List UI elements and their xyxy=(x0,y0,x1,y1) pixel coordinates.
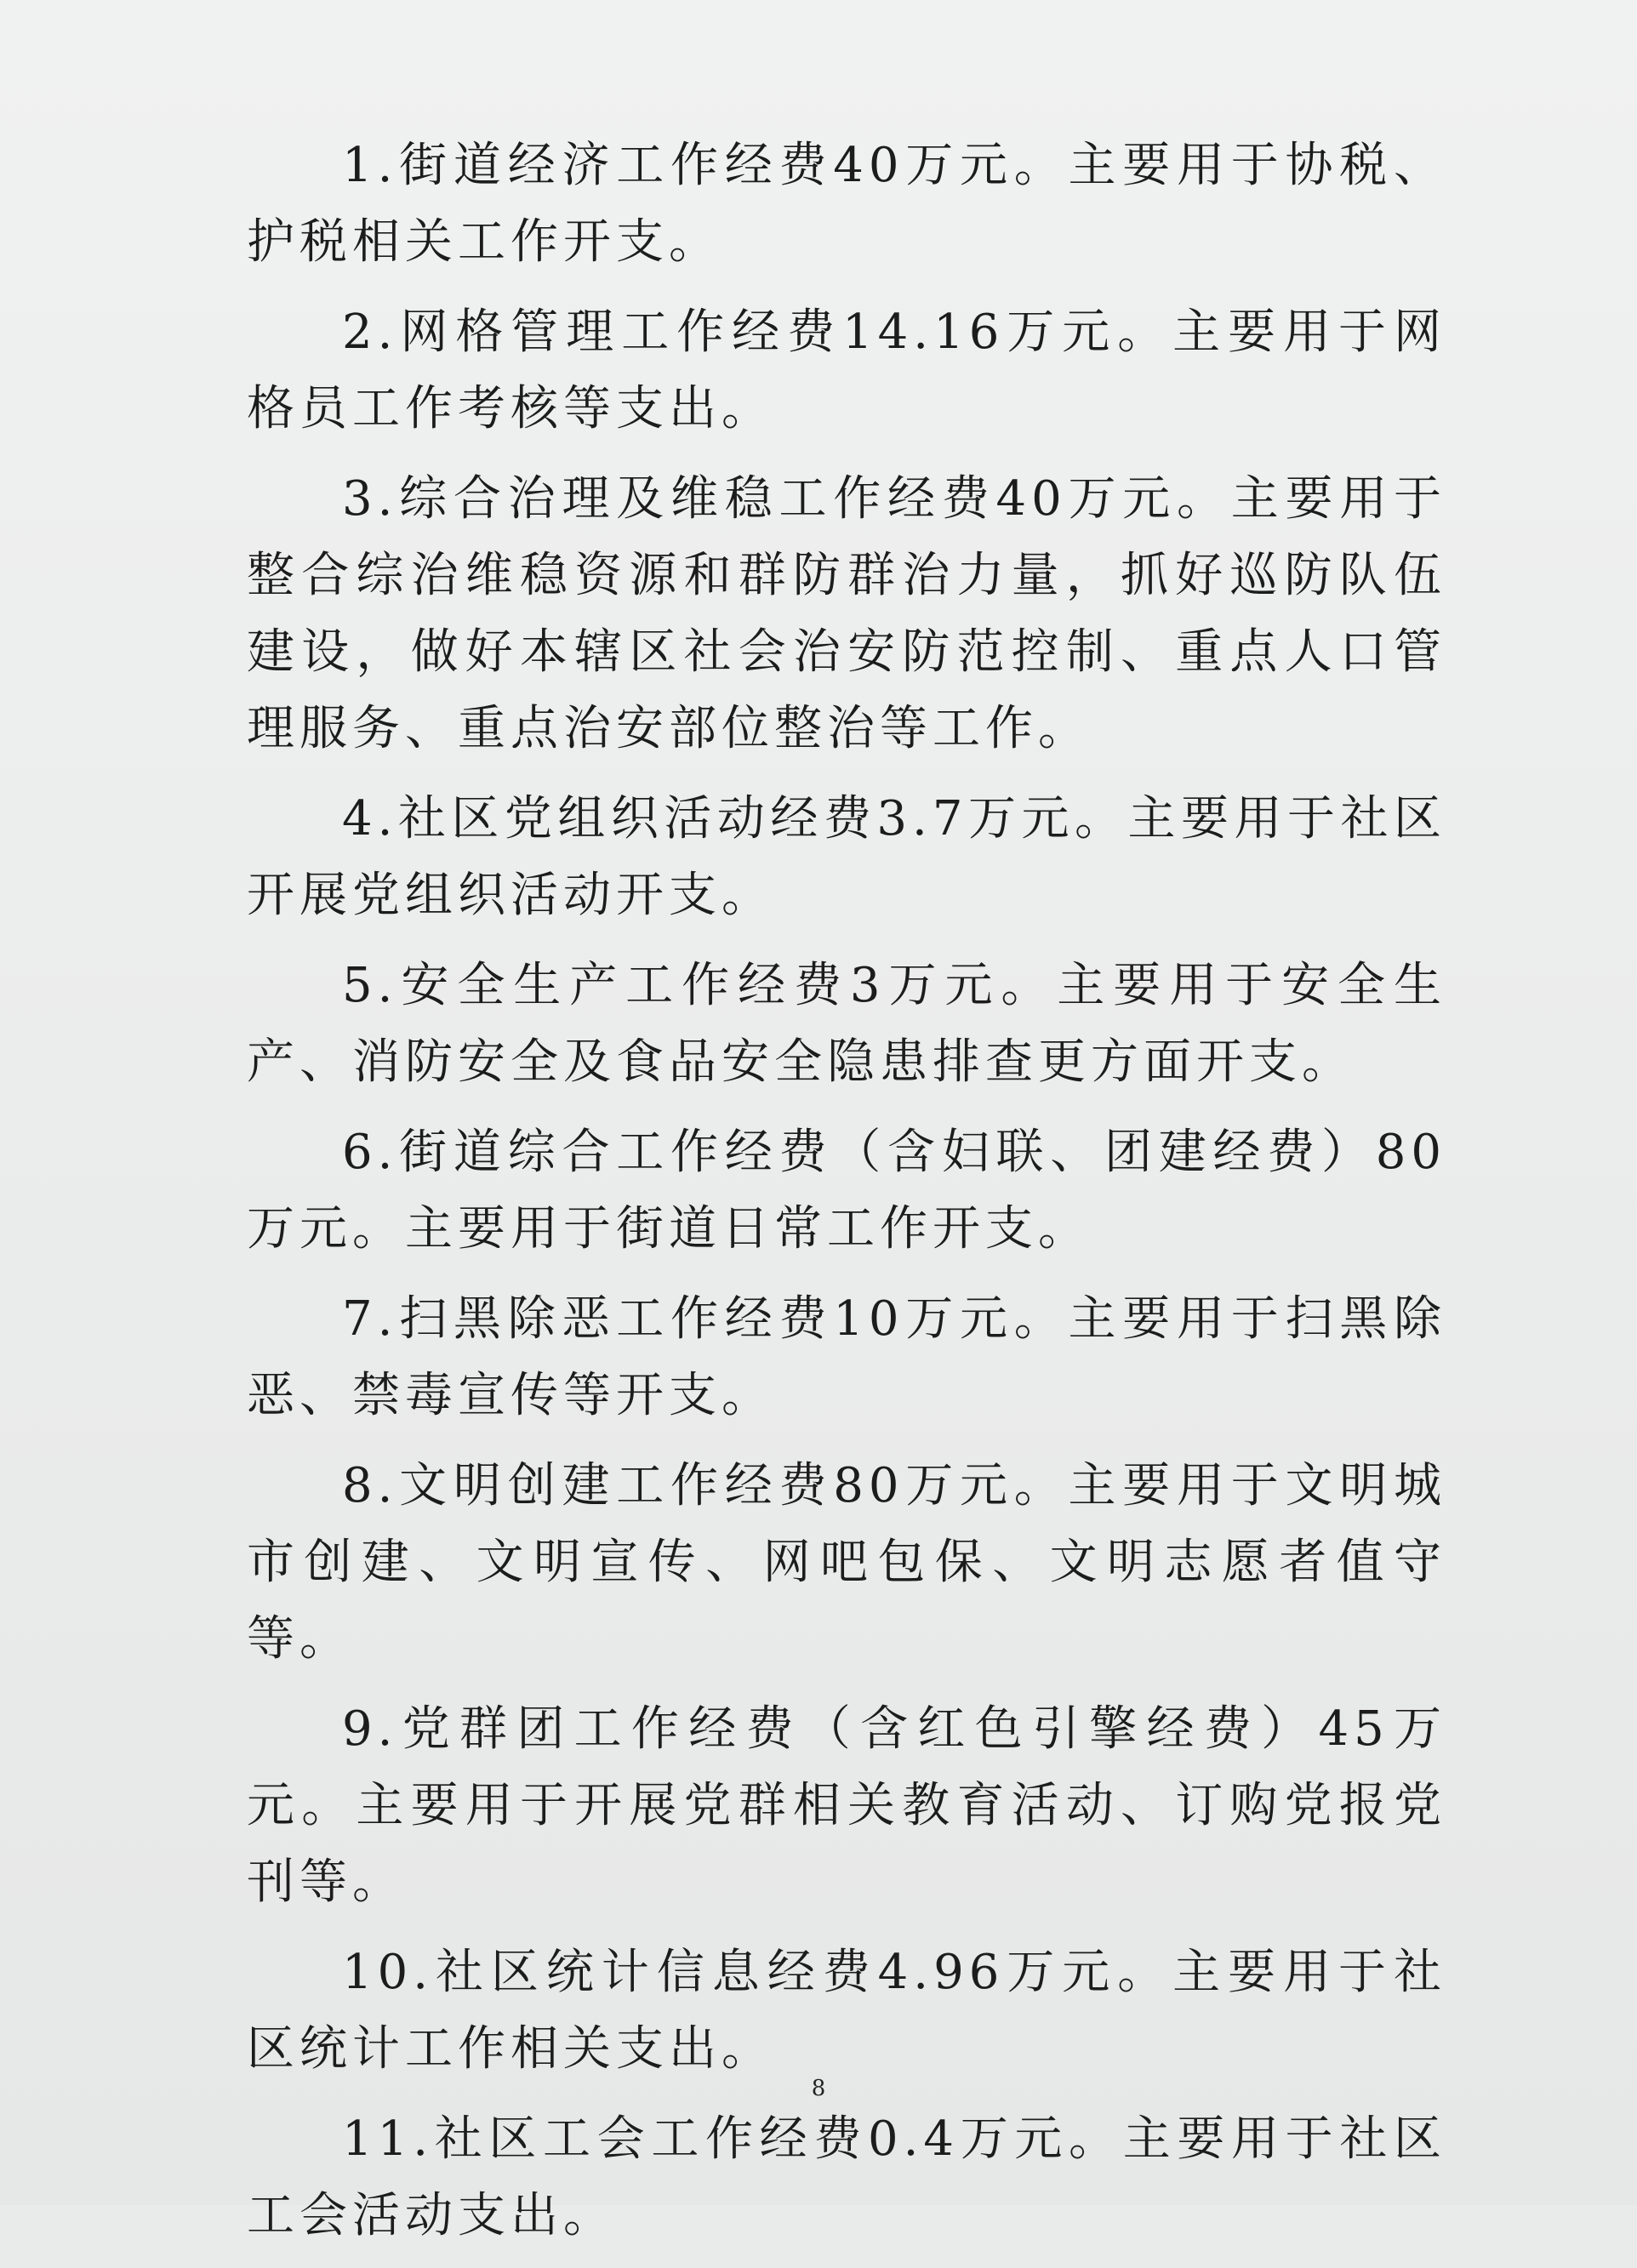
budget-item: 3.综合治理及维稳工作经费40万元。主要用于整合综治维稳资源和群防群治力量，抓好巡防队伍建设，做好本辖区社会治安防范控制、重点人口管理服务、重点治安部位整治等工作。 xyxy=(247,471,1446,756)
document-body xyxy=(247,128,1446,2268)
budget-item: 6.街道综合工作经费（含妇联、团建经费）80万元。主要用于街道日常工作开支。 xyxy=(247,1125,1446,1257)
budget-item: 7.扫黑除恶工作经费10万元。主要用于扫黑除恶、禁毒宣传等开支。 xyxy=(247,1291,1446,1423)
budget-item: 2.网格管理工作经费14.16万元。主要用于网格员工作考核等支出。 xyxy=(247,305,1446,436)
budget-item: 8.文明创建工作经费80万元。主要用于文明城市创建、文明宣传、网吧包保、文明志愿者值守等。 xyxy=(247,1458,1446,1667)
budget-item: 11.社区工会工作经费0.4万元。主要用于社区工会活动支出。 xyxy=(247,2111,1446,2243)
budget-item: 4.社区党组织活动经费3.7万元。主要用于社区开展党组织活动开支。 xyxy=(247,791,1446,923)
budget-item: 10.社区统计信息经费4.96万元。主要用于社区统计工作相关支出。 xyxy=(247,1945,1446,2077)
budget-item: 5.安全生产工作经费3万元。主要用于安全生产、消防安全及食品安全隐患排查更方面开支。 xyxy=(247,958,1446,1090)
budget-item: 9.党群团工作经费（含红色引擎经费）45万元。主要用于开展党群相关教育活动、订购党报党刊等。 xyxy=(247,1701,1446,1910)
budget-item: 1.街道经济工作经费40万元。主要用于协税、护税相关工作开支。 xyxy=(247,138,1446,270)
page-number: 8 xyxy=(811,2076,826,2101)
